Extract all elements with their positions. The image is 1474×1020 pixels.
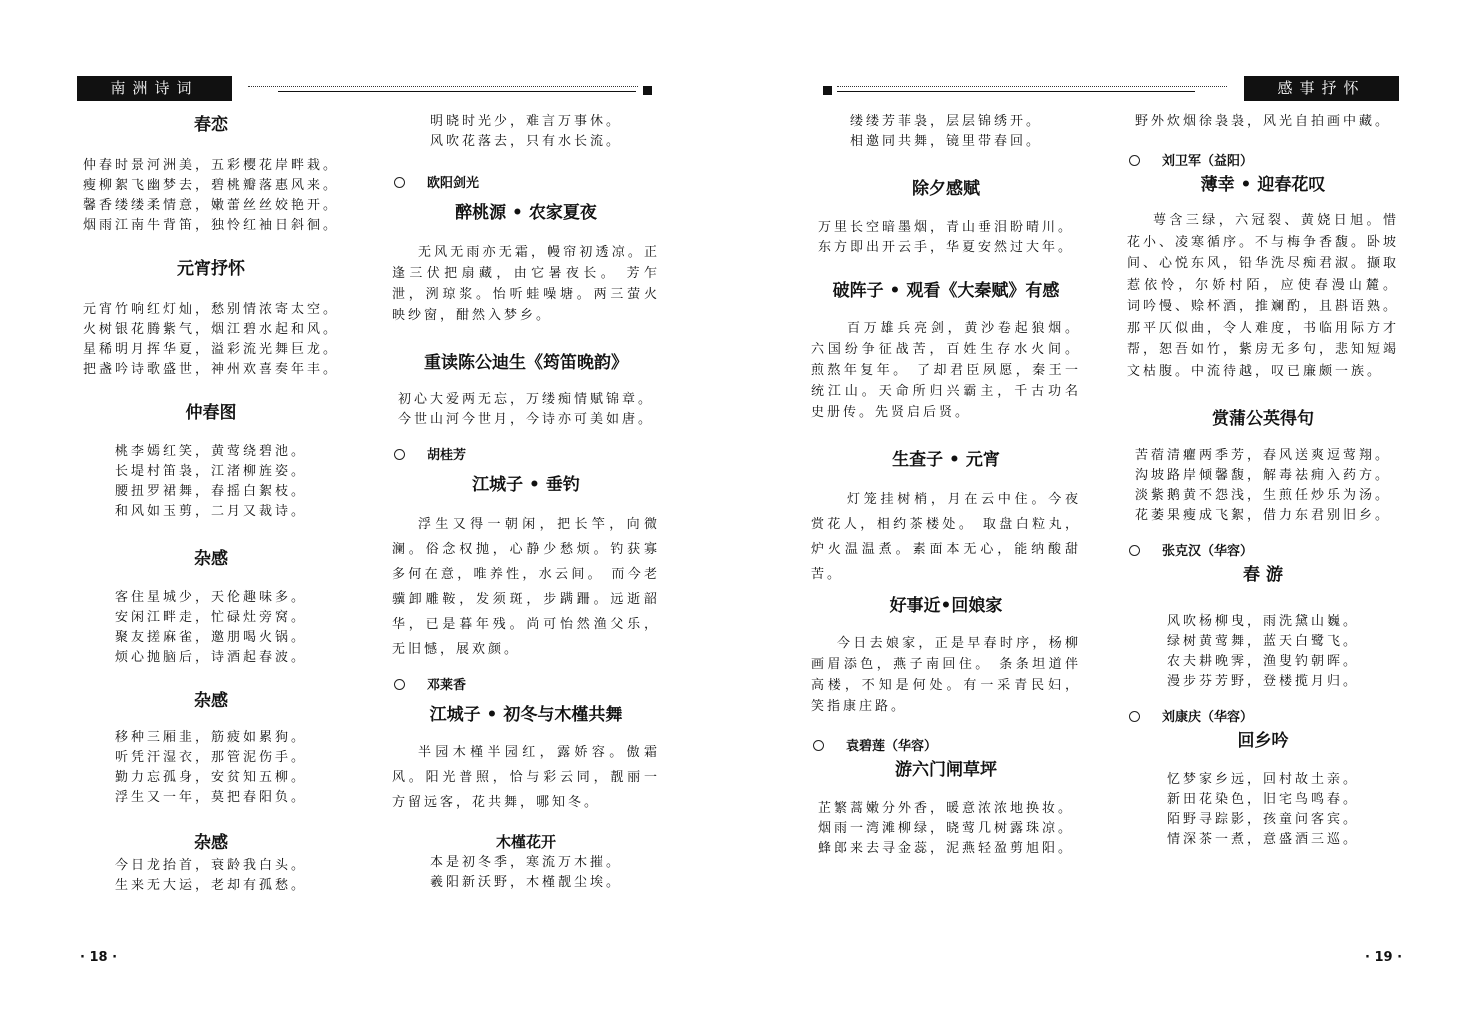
poem-line: 万里长空暗墨烟，青山垂泪盼晴川。	[817, 220, 1074, 235]
poem-line: 野外炊烟徐袅袅，风光自拍画中藏。	[1134, 114, 1391, 129]
left-header-rule	[278, 91, 636, 92]
author-yuan: 袁碧莲（华容）	[811, 737, 1081, 757]
poem-line: 农夫耕晚霁，渔叟钓朝晖。	[1166, 654, 1359, 669]
poem-paragraph: 半园木槿半园红，露娇容。傲霜风。阳光普照，恰与彩云同，靓丽一方留远客，花共舞，哪知冬。	[392, 745, 660, 810]
poem-line: 烦心抛脑后，诗酒起春波。	[114, 650, 307, 665]
poem-line: 今日龙抬首，衰龄我白头。	[114, 858, 307, 873]
poem-line: 瘦柳絮飞幽梦去，碧桃瓣落惠风来。	[82, 178, 339, 193]
author-ouyang: 欧阳剑光	[392, 174, 660, 194]
poem-title: 木槿花开	[495, 833, 556, 851]
right-page	[737, 0, 1474, 1020]
poem-line: 陌野寻踪影，孩童问客宾。	[1166, 812, 1359, 827]
right-column-2	[1127, 112, 1399, 850]
circle-bullet-icon	[394, 679, 405, 690]
poem-line: 苦蓿清癯两季芳，春风送爽逗莺翔。	[1134, 448, 1391, 463]
poem-paragraph: 无风无雨亦无霜，幔帘初透凉。正逢三伏把扇藏，由它暑夜长。 芳乍泄，洌琼浆。怡听蛙噪塘。两三萤火映纱窗，酣然入梦乡。	[392, 245, 660, 323]
circle-bullet-icon	[813, 740, 824, 751]
poem-line: 风吹杨柳曳，雨洗黛山巍。	[1166, 614, 1359, 629]
poem-line: 今世山河今世月，今诗亦可美如唐。	[397, 412, 654, 427]
poem-line: 风吹花落去，只有水长流。	[429, 134, 622, 149]
poem-line: 忆梦家乡远，回村故土亲。	[1166, 772, 1359, 787]
poem-title: 杂感	[194, 833, 228, 853]
author-zhang: 张克汉（华容）	[1127, 542, 1399, 562]
poem-line: 聚友搓麻雀，邀朋喝火锅。	[114, 630, 307, 645]
circle-bullet-icon	[394, 177, 405, 188]
poem-paragraph: 今日去娘家，正是早春时序，杨柳画眉添色，燕子南回住。 条条坦道伴高楼，不知是何处。有一采青民妇，笑指康庄路。	[811, 636, 1081, 714]
poem-line: 东方即出开云手，华夏安然过大年。	[817, 240, 1074, 255]
poem-line: 新田花染色，旧宅鸟鸣春。	[1166, 792, 1359, 807]
poem-title: 江城子 • 初冬与木槿共舞	[429, 705, 623, 725]
poem-line: 烟雨江南牛背笛，独怜红袖日斜徊。	[82, 218, 339, 233]
poem-paragraph: 灯笼挂树梢，月在云中住。今夜赏花人，相约茶楼处。 取盘白粒丸，炉火温温煮。素面本无心，能纳酸甜苦。	[811, 492, 1081, 582]
right-header-dotted-rule	[837, 86, 1227, 87]
poem-zagan-2	[80, 688, 342, 808]
poem-line: 本是初冬季，寒流万木摧。	[429, 855, 622, 870]
poem-line: 星稀明月挥华夏，溢彩流光舞巨龙。	[82, 342, 339, 357]
poem-line: 相邀同共舞，镜里带春回。	[849, 134, 1042, 149]
poem-line: 客住星城少，天伦趣味多。	[114, 590, 307, 605]
poem-title: 杂感	[194, 549, 228, 569]
poem-line: 淡紫鹅黄不怨浅，生煎任炒乐为汤。	[1134, 488, 1391, 503]
author-hu: 胡桂芳	[392, 446, 660, 466]
poem-line: 绿树黄莺舞，蓝天白鹭飞。	[1166, 634, 1359, 649]
poem-line: 长堤村笛袅，江渚柳旌姿。	[114, 464, 307, 479]
poem-title: 春 游	[1243, 565, 1283, 585]
poem-title: 游六门闸草坪	[895, 760, 997, 780]
poem-title: 江城子 • 垂钓	[472, 475, 580, 495]
poem-paragraph: 萼含三绿，六冠裂、黄娆日旭。惜花小、凌寒循序。不与梅争香馥。卧坡间、心悦东风，铅华洗尽痴君淑。撷取惹依怜，尔娇村陌，应使春漫山麓。 词吟慢、赊杯酒，推斓酌，且斟语熟。那平仄似曲，令人难度，书临用际方才帮，恕吾如竹，紫房无多句，悲知短竭文枯腹。中流待越，叹已廉颇一族。	[1127, 213, 1400, 379]
poem-line: 沟坡路岸倾馨馥，解毒祛痈入药方。	[1134, 468, 1391, 483]
poem-line: 馨香缕缕柔情意，嫩蕾丝丝姣艳开。	[82, 198, 339, 213]
poem-title: 仲春图	[185, 403, 237, 423]
poem-title: 杂感	[194, 691, 228, 711]
poem-line: 花萎果瘦成飞絮，借力东君别旧乡。	[1134, 508, 1391, 523]
poem-title: 赏蒲公英得句	[1212, 409, 1314, 429]
circle-bullet-icon	[1129, 155, 1140, 166]
poem-line: 把盏吟诗歌盛世，神州欢喜奏年丰。	[82, 362, 339, 377]
poem-title: 元宵抒怀	[177, 259, 245, 279]
poem-line: 桃李嫣红笑，黄莺绕碧池。	[114, 444, 307, 459]
poem-title: 破阵子 • 观看《大秦赋》有感	[832, 281, 1060, 301]
page-number: · 18 ·	[80, 950, 118, 965]
left-header-dotted-rule	[248, 86, 638, 87]
poem-title: 好事近•回娘家	[889, 596, 1003, 616]
poem-chunlian	[80, 112, 342, 236]
poem-line: 勤力忘孤身，安贫知五柳。	[114, 770, 307, 785]
circle-bullet-icon	[394, 449, 405, 460]
poem-zhongchuntu	[80, 400, 342, 522]
page-number: · 19 ·	[1365, 950, 1403, 965]
poem-zagan-1	[80, 546, 342, 668]
poem-title: 除夕感赋	[912, 179, 980, 199]
right-column-1	[811, 112, 1081, 859]
author-liu-weijun: 刘卫军（益阳）	[1127, 152, 1399, 172]
poem-line: 芷繁蒿嫩分外香，暖意浓浓地换妆。	[817, 801, 1074, 816]
poem-line: 仲春时景河洲美，五彩樱花岸畔栽。	[82, 158, 339, 173]
poem-title: 醉桃源 • 农家夏夜	[455, 203, 597, 223]
poem-line: 蜂郎来去寻金蕊，泥燕轻盈剪旭阳。	[817, 841, 1074, 856]
poem-line: 情深茶一煮，意盛酒三巡。	[1166, 832, 1359, 847]
poem-title: 春恋	[194, 115, 228, 135]
poem-line: 腰扭罗裙舞，春摇白絮枝。	[114, 484, 307, 499]
poem-paragraph: 百万雄兵亮剑，黄沙卷起狼烟。六国纷争征战苦，百姓生存水火间。煎熬年复年。 了却君臣夙愿，秦王一统江山。天命所归兴霸主，千古功名史册传。先贤启后贤。	[811, 321, 1081, 420]
poem-zagan-3	[80, 830, 342, 896]
poem-line: 漫步芬芳野，登楼揽月归。	[1166, 674, 1359, 689]
circle-bullet-icon	[1129, 711, 1140, 722]
right-header-rule	[837, 91, 1195, 92]
left-column-2	[392, 112, 660, 893]
author-deng: 邓莱香	[392, 676, 660, 696]
poem-yuanxiao	[80, 256, 342, 380]
poem-line: 缕缕芳菲袅，层层锦绣开。	[849, 114, 1042, 129]
poem-line: 羲阳新沃野，木槿靓尘埃。	[429, 875, 622, 890]
poem-title: 重读陈公迪生《筠笛晚韵》	[424, 353, 628, 373]
left-column-1	[80, 112, 342, 896]
poem-title: 薄幸 • 迎春花叹	[1200, 175, 1326, 195]
poem-title: 生查子 • 元宵	[892, 450, 1000, 470]
poem-line: 初心大爱两无忘，万缕痴情赋锦章。	[397, 392, 654, 407]
poem-paragraph: 浮生又得一朝闲，把长竿，向微澜。俗念权抛，心静少愁烦。钓获寡多何在意，唯养性，水云间。 而今老骥卸雕鞍，发须斑，步蹒跚。远逝韶华，已是暮年残。尚可怡然渔父乐，无旧憾，展欢颜。	[392, 517, 660, 657]
poem-line: 和风如玉剪，二月又裁诗。	[114, 504, 307, 519]
poem-line: 移种三厢韭，筋疲如累狗。	[114, 730, 307, 745]
right-header-square-icon	[823, 86, 832, 95]
poem-line: 元宵竹响红灯灿，愁别情浓寄太空。	[82, 302, 339, 317]
poem-line: 生来无大运，老却有孤愁。	[114, 878, 307, 893]
circle-bullet-icon	[1129, 545, 1140, 556]
poem-line: 浮生又一年，莫把春阳负。	[114, 790, 307, 805]
right-header: 感事抒怀	[1244, 76, 1399, 101]
poem-line: 明晓时光少，难言万事休。	[429, 114, 622, 129]
left-header-square-icon	[643, 86, 652, 95]
poem-line: 火树银花腾紫气，烟江碧水起和风。	[82, 322, 339, 337]
author-liu-kangqing: 刘康庆（华容）	[1127, 708, 1399, 728]
poem-title: 回乡吟	[1237, 731, 1289, 751]
poem-line: 听凭汗湿衣，那管泥伤手。	[114, 750, 307, 765]
left-header: 南洲诗词	[77, 76, 232, 101]
poem-line: 安闲江畔走，忙碌灶旁窝。	[114, 610, 307, 625]
poem-line: 烟雨一湾滩柳绿，晓莺几树露珠凉。	[817, 821, 1074, 836]
